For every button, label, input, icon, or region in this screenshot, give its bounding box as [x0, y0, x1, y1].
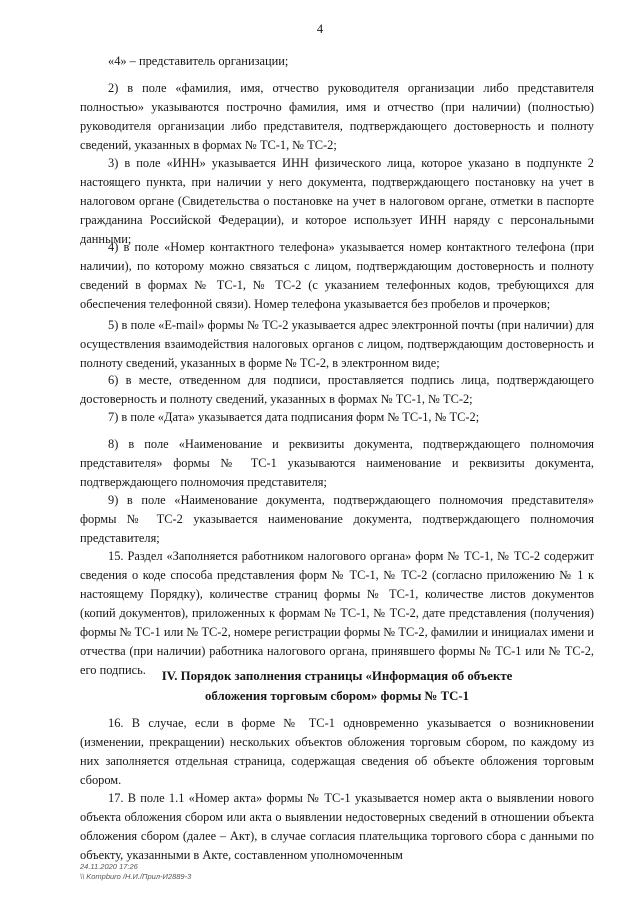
paragraph-item-5: 5) в поле «E-mail» формы № ТС-2 указывается адрес электронной почты (при наличии) для осуществления взаимодействия налоговых органов с лицом, подтверждающим достоверность и полноту сведений, указанных в форме № ТС-2, в электронном виде; — [80, 318, 594, 370]
section-heading — [80, 666, 594, 706]
paragraph-16: 16. В случае, если в форме № ТС-1 одновременно указывается о возникновении (изменении, прекращении) нескольких объектов обложения торговым сбором, по каждому из них заполняется отдельная страница, содержащая сведения об объекте обложения торговым сбором. — [80, 716, 594, 787]
paragraph-item-7: 7) в поле «Дата» указывается дата подписания форм № ТС-1, № ТС-2; — [108, 410, 480, 424]
paragraph-item-4-phone: 4) в поле «Номер контактного телефона» указывается номер контактного телефона (при наличии), по которому можно связаться с лицом, подтверждающим достоверность и полноту сведений в формах № ТС-1, № ТС-2 (с указанием телефонных кодов, требующихся для обеспечения телефонной связи). Номер телефона указывается без пробелов и прочерков; — [80, 240, 594, 311]
paragraph-item-8: 8) в поле «Наименование и реквизиты документа, подтверждающего полномочия представителя» формы № ТС-1 указываются наименование и реквизиты документа, подтверждающего полномочия представителя; — [80, 437, 594, 489]
paragraph-item-2: 2) в поле «фамилия, имя, отчество руководителя организации либо представителя полностью» указываются построчно фамилия, имя и отчество (при наличии) (полностью) руководителя организации либо представителя, подтверждающего достоверность и полноту сведений, указанных в формах № ТС-1, № ТС-2; — [80, 81, 594, 152]
footer-path: \\ Kompburo /Н.И./Прил-И2889-3 — [80, 872, 192, 881]
footer — [80, 862, 191, 882]
paragraph-17: 17. В поле 1.1 «Номер акта» формы № ТС-1 указывается номер акта о выявлении нового объекта обложения сбором или акта о выявлении недостоверных сведений в отношении объекта обложения сбором (далее – Акт), в случае согласия плательщика торгового сбора с данными по объекту, указанными в Акте, составленном уполномоченным — [80, 791, 594, 862]
paragraph-item-6: 6) в месте, отведенном для подписи, проставляется подпись лица, подтверждающего достоверность и полноту сведений, указанных в формах № ТС-1, № ТС-2; — [80, 373, 594, 406]
paragraph-15: 15. Раздел «Заполняется работником налогового органа» форм № ТС-1, № ТС-2 содержит сведения о коде способа представления форм № ТС-1, № ТС-2 (согласно приложению № 1 к настоящему Порядку), количестве страниц формы № ТС-1, количестве листов документов (копий документов), приложенных к формам № ТС-1, № ТС-2, дате представления (получения) формы № ТС-1 или № ТС-2, номере регистрации формы № ТС-2, фамилии и инициалах имени и отчества (при наличии) работника налогового органа, принявшего формы № ТС-1 или № ТС-2, его подпись. — [80, 549, 594, 677]
page-number: 4 — [316, 22, 324, 36]
paragraph-item-9: 9) в поле «Наименование документа, подтверждающего полномочия представителя» формы № ТС-2 указывается наименование документа, подтверждающего полномочия представителя; — [80, 493, 594, 545]
paragraph-item-3: 3) в поле «ИНН» указывается ИНН физического лица, которое указано в подпункте 2 настоящего пункта, при наличии у него документа, подтверждающего постановку на учет в налоговом органе (Свидетельства о постановке на учет в налоговом органе, отметки в паспорте гражданина Российской Федерации), и которое использует ИНН наряду с персональными данными; — [80, 156, 594, 246]
paragraph-item-4: «4» – представитель организации; — [108, 54, 289, 68]
footer-date: 24.11.2020 17:26 — [80, 862, 138, 871]
section-heading-line2: обложения торговым сбором» формы № ТС-1 — [204, 689, 470, 703]
section-heading-line1: IV. Порядок заполнения страницы «Информация об объекте — [161, 669, 513, 683]
